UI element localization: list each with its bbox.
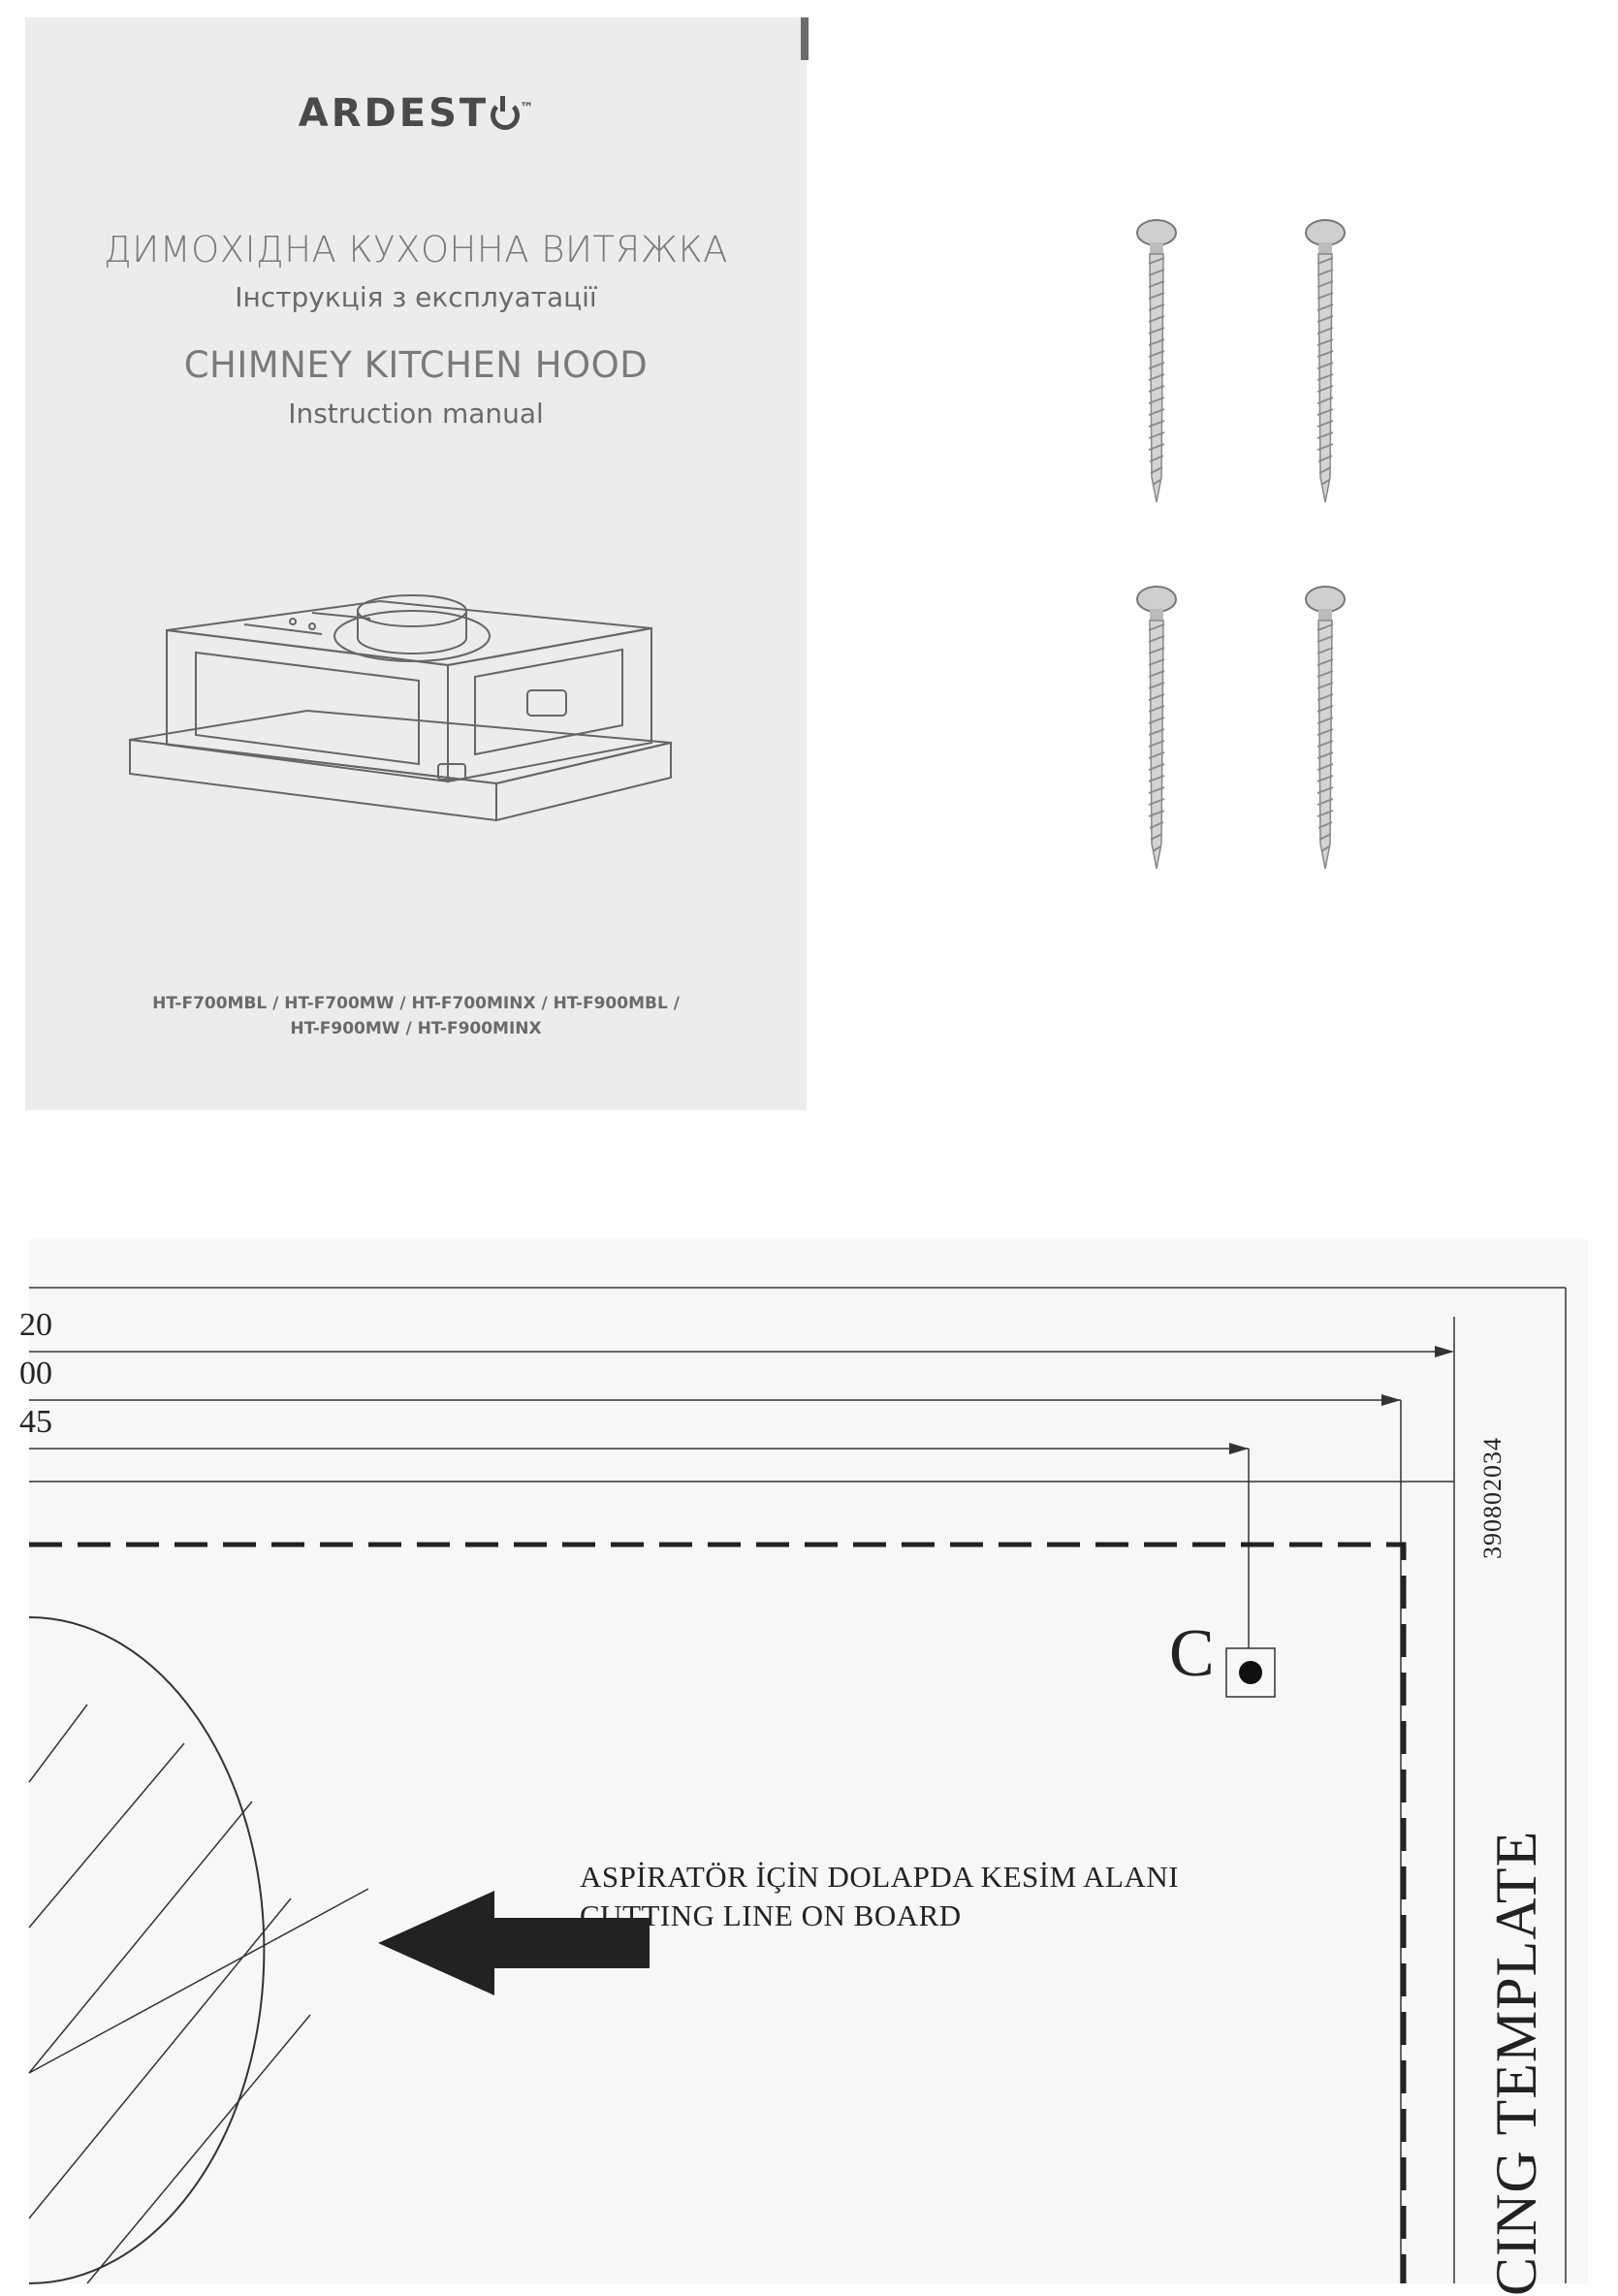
cutting-template <box>19 1239 1588 2296</box>
point-c-label: C <box>1169 1616 1215 1691</box>
brand-name: ARDEST <box>298 91 490 136</box>
cutting-label-en: CUTTING LINE ON BOARD <box>580 1898 962 1932</box>
template-lines <box>29 1239 1588 2283</box>
template-side-title: CING TEMPLATE <box>1484 1830 1548 2296</box>
subtitle-en: Instruction manual <box>288 398 544 430</box>
screw-icon <box>1132 582 1181 873</box>
dimension-label-1: 20 <box>19 1307 52 1343</box>
hood-drawing <box>128 560 710 861</box>
dimension-label-3: 45 <box>19 1404 52 1440</box>
manual-cover <box>25 17 807 1110</box>
manual-edge-tab <box>801 17 809 60</box>
part-code: 390802034 <box>1478 1437 1507 1559</box>
brand-logo <box>25 91 807 136</box>
dimension-label-2: 00 <box>19 1355 52 1391</box>
screw-icon <box>1301 215 1349 506</box>
model-list <box>25 991 807 1041</box>
cutting-label-tr: ASPİRATÖR İÇİN DOLAPDA KESİM ALANI <box>580 1860 1180 1894</box>
screw-icon <box>1132 215 1181 506</box>
title-ua: ДИМОХІДНА КУХОННА ВИТЯЖКА <box>104 229 728 271</box>
subtitle-ua: Інструкція з експлуатації <box>235 281 597 313</box>
models-line-1: HT-F700MBL / HT-F700MW / HT-F700MINX / HT-F900MBL / <box>152 994 680 1013</box>
screw-icon <box>1301 582 1349 873</box>
brand-trademark: ™ <box>520 100 534 116</box>
title-en: CHIMNEY KITCHEN HOOD <box>183 344 649 386</box>
brand-power-icon <box>491 101 520 130</box>
models-line-2: HT-F900MW / HT-F900MINX <box>290 1019 542 1038</box>
